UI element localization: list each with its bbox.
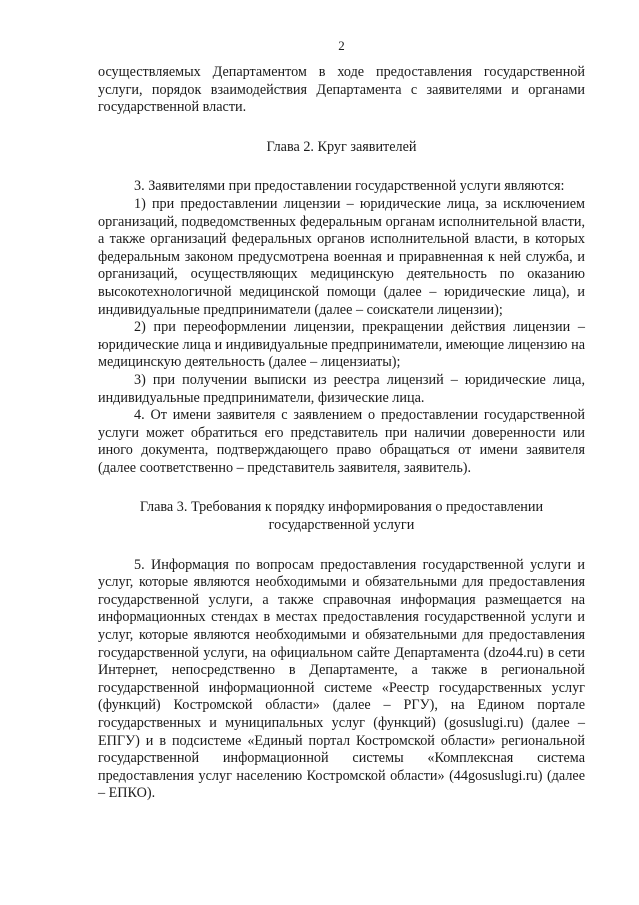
- paragraph-3-item-1: 1) при предоставлении лицензии – юридические лица, за исключением организаций, подведомственных федеральным органам исполнительной власти, а также организаций федеральных органов исполнительной власти, в которых федеральным законом предусмотрена военная и приравненная к ней служба, и организаций, осуществляющих медицинскую деятельность по оказанию высокотехнологичной медицинской помощи (далее – юридические лица), и индивидуальные предприниматели (далее – соискатели лицензии);: [98, 195, 585, 318]
- paragraph-5: 5. Информация по вопросам предоставления государственной услуги и услуг, которые являются необходимыми и обязательными для предоставления государственной услуги, а также справочная информация размещается на информационных стендах в местах предоставления государственной услуги и услуг, которые являются необходимыми и обязательными для предоставления государственной услуги, на официальном сайте Департамента (dzo44.ru) в сети Интернет, непосредственно в Департаменте, а также в региональной государственной информационной системе «Реестр государственных услуг (функций) Костромской области» (далее – РГУ), на Едином портале государственных и муниципальных услуг (функций) (gosuslugi.ru) (далее – ЕПГУ) и в подсистеме «Единый портал Костромской области» региональной государственной информационной системы «Комплексная система предоставления услуг населению Костромской области» (44gosuslugi.ru) (далее – ЕПКО).: [98, 556, 585, 802]
- paragraph-4: 4. От имени заявителя с заявлением о предоставлении государственной услуги может обратиться его представитель при наличии доверенности или иного документа, подтверждающего право обращаться от имени заявителя (далее соответственно – представитель заявителя, заявитель).: [98, 407, 585, 476]
- chapter-3-heading-line-2: государственной услуги: [268, 517, 415, 534]
- chapter-3-heading: [98, 499, 585, 534]
- chapter-2-heading: Глава 2. Круг заявителей: [266, 138, 417, 155]
- paragraph-3-item-2: 2) при переоформлении лицензии, прекращении действия лицензии – юридические лица и индивидуальные предприниматели, имеющие лицензию на медицинскую деятельность (далее – лицензиаты);: [98, 319, 585, 371]
- page-number: 2: [338, 38, 345, 53]
- chapter-3-heading-line-1: Глава 3. Требования к порядку информирования о предоставлении: [139, 499, 544, 516]
- intro-paragraph: осуществляемых Департаментом в ходе предоставления государственной услуги, порядок взаимодействия Департамента с заявителями и органами государственной власти.: [98, 64, 585, 116]
- paragraph-3: 3. Заявителями при предоставлении государственной услуги являются:: [134, 178, 565, 195]
- paragraph-3-item-3: 3) при получении выписки из реестра лицензий – юридические лица, индивидуальные предприниматели, физические лица.: [98, 371, 585, 406]
